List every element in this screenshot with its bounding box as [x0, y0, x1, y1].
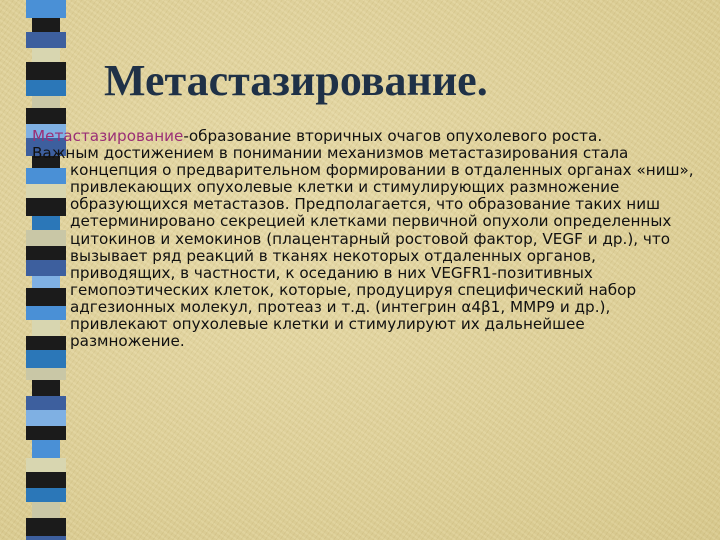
stripe-segment [26, 536, 66, 540]
slide-title: Метастазирование. [104, 56, 488, 105]
stripe-segment [26, 396, 66, 410]
stripe-segment [32, 502, 60, 518]
stripe-segment [32, 96, 60, 108]
stripe-segment [26, 108, 66, 124]
stripe-segment [26, 518, 66, 536]
stripe-segment [26, 350, 66, 368]
stripe-segment [26, 488, 66, 502]
stripe-segment [32, 18, 60, 32]
stripe-segment [32, 380, 60, 396]
stripe-segment [26, 62, 66, 80]
definition-term: Метастазирование [32, 127, 184, 145]
stripe-segment [32, 440, 60, 458]
stripe-segment [26, 410, 66, 426]
stripe-segment [26, 368, 66, 380]
main-paragraph: Важным достижением в понимании механизмов метастазирования стала концепция о предварительном формировании в отдаленных органах «ниш», привлекающих опухолевые клетки и стимулирующих размножение образующихся метастазов. Предполагается, что образование таких ниш детерминировано секрецией клетками первичной опухоли определенных цитокинов и хемокинов (плацентарный ростовой фактор, VEGF и др.), что вызывает ряд реакций в тканях некоторых отдаленных органов, приводящих, в частности, к оседанию в них VEGFR1-позитивных гемопоэтических клеток, которые, продуцируя специфический набор адгезионных молекул, протеаз и т.д. (интегрин α4β1, ММР9 и др.), привлекают опухолевые клетки и стимулируют их дальнейшее размножение. [32, 144, 694, 351]
stripe-segment [26, 458, 66, 472]
stripe-segment [32, 48, 60, 62]
definition-text: -образование вторичных очагов опухолевого роста. [183, 127, 603, 145]
stripe-segment [26, 472, 66, 488]
stripe-segment [26, 80, 66, 96]
stripe-segment [26, 32, 66, 48]
definition-paragraph [32, 128, 698, 145]
stripe-segment [26, 426, 66, 440]
stripe-segment [26, 0, 66, 18]
slide-body [32, 128, 698, 350]
